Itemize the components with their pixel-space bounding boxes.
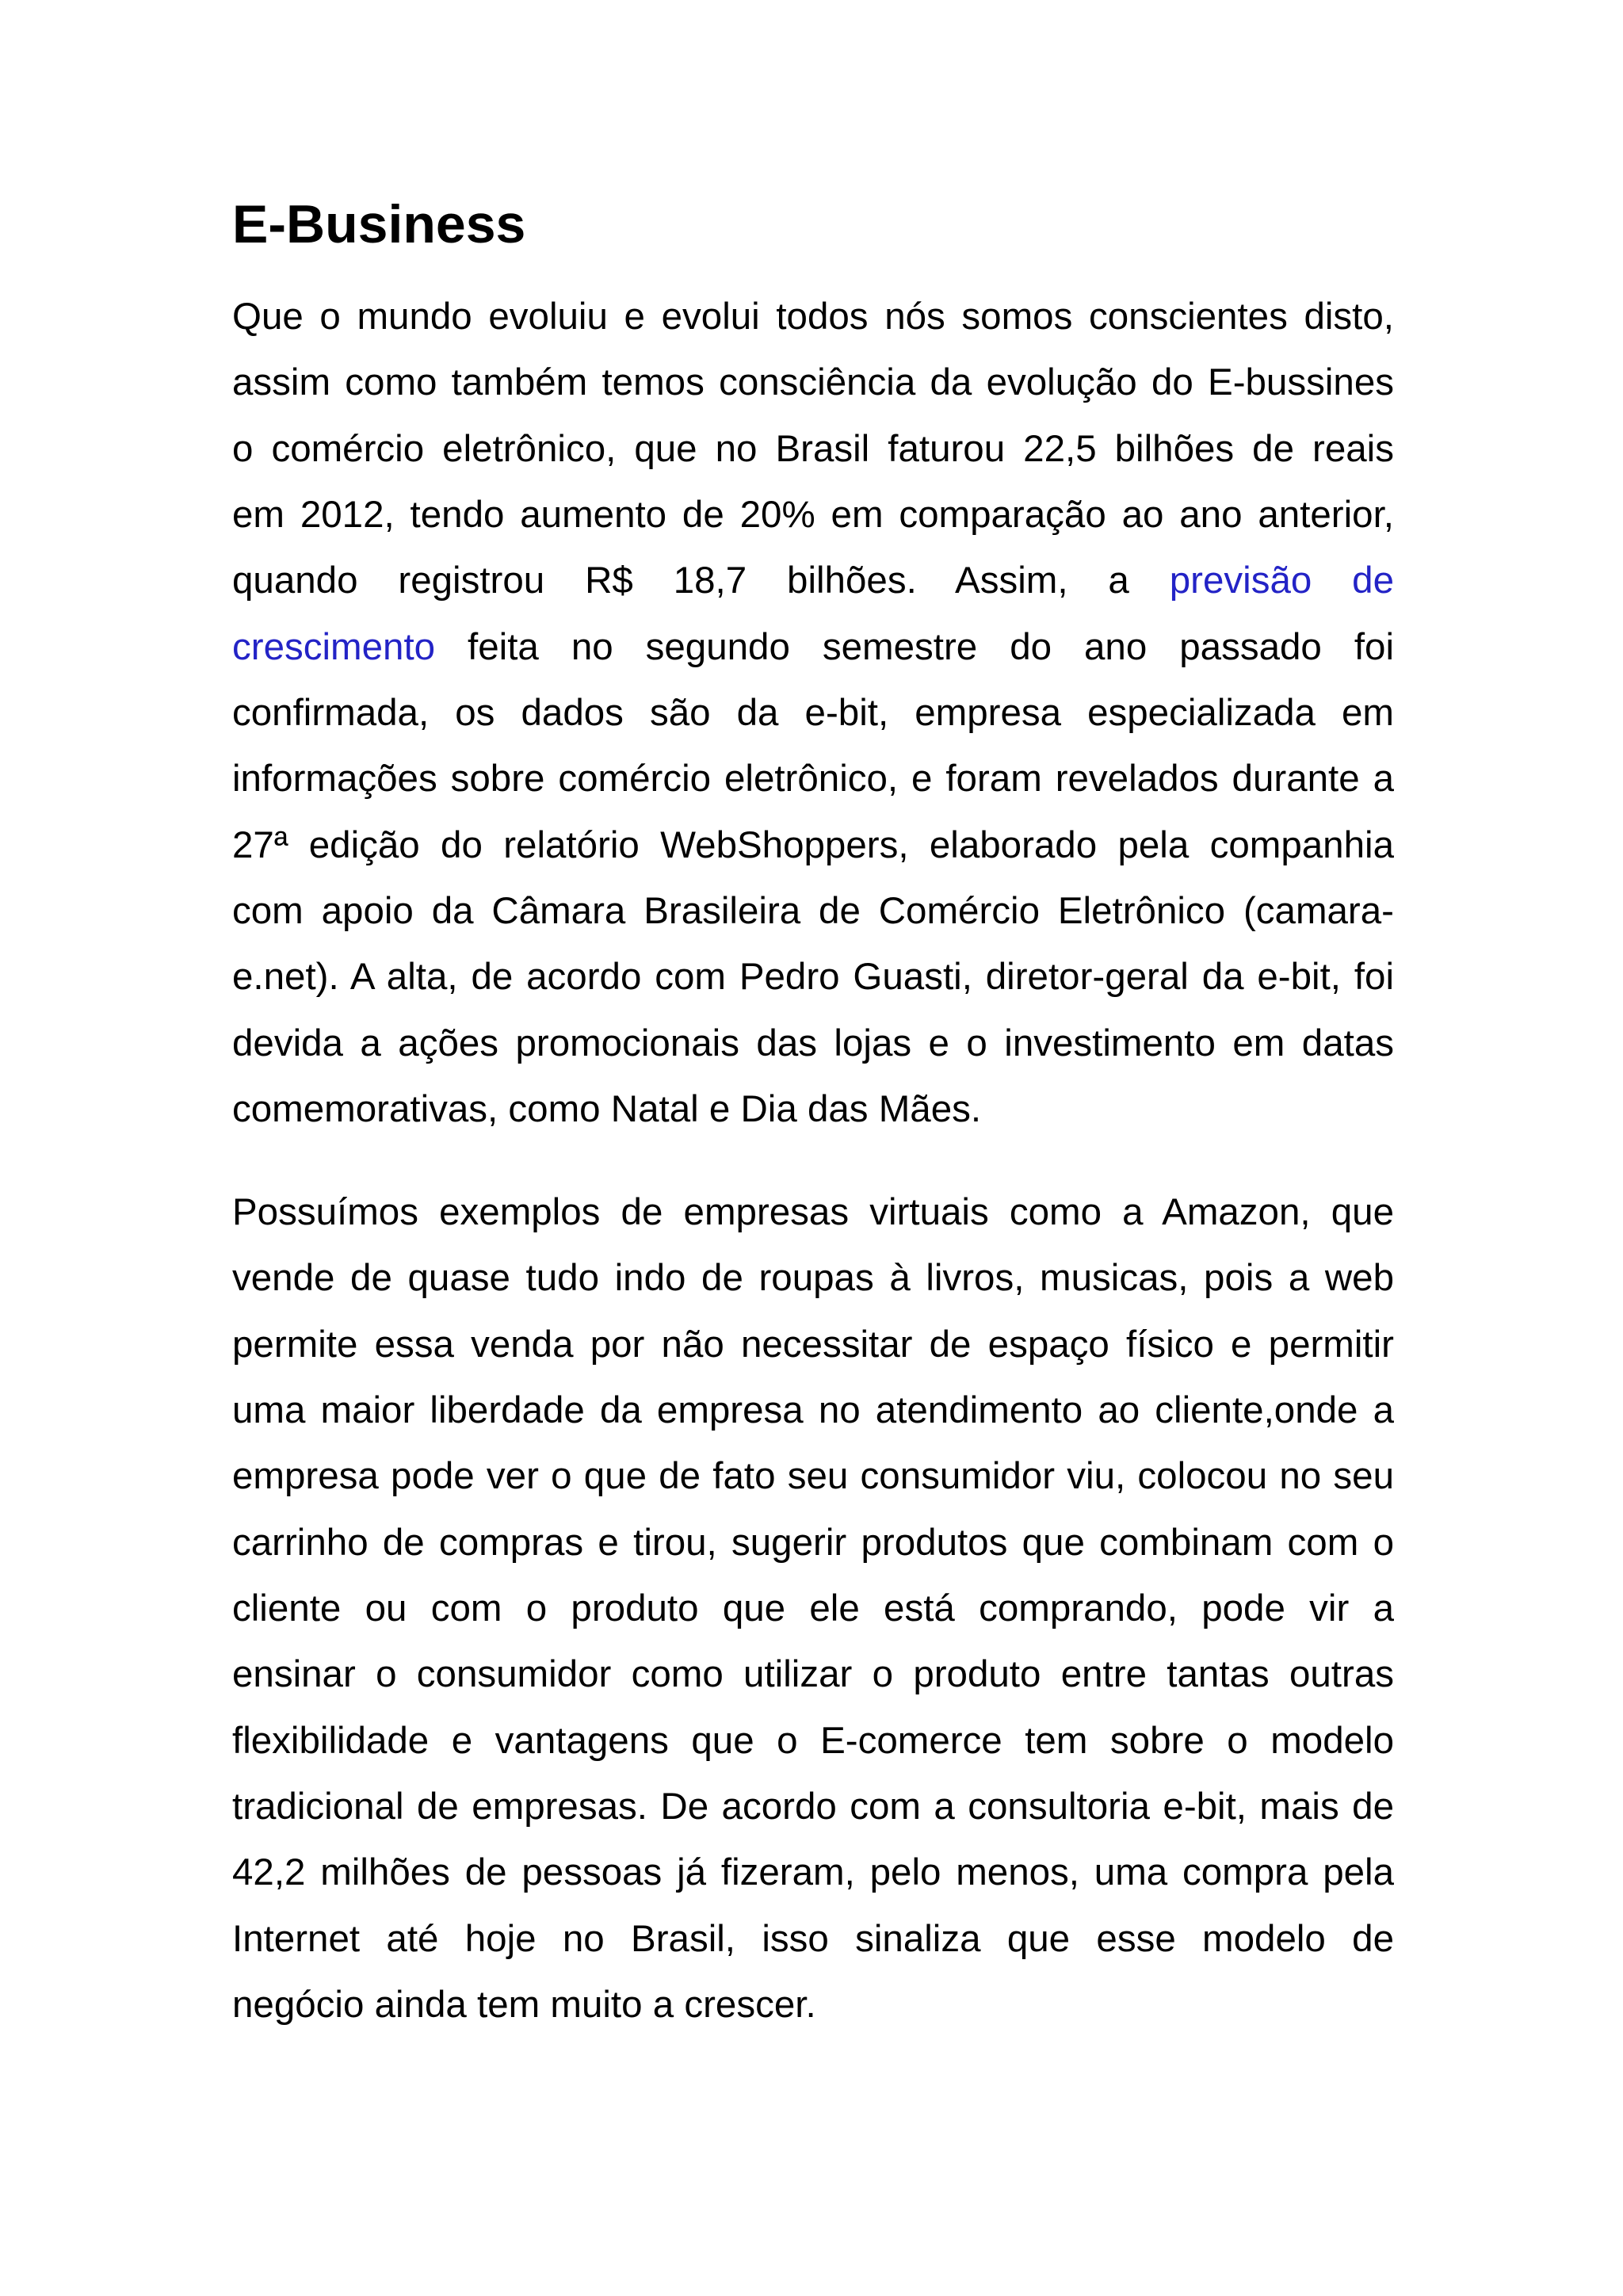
growth-forecast-link[interactable]: previsão de bbox=[1169, 560, 1394, 602]
text-line: ensinar o consumidor como utilizar o produto entre tantas outras bbox=[232, 1653, 1394, 1696]
text-line: permite essa venda por não necessitar de espaço físico e permitir bbox=[232, 1323, 1394, 1366]
text-line: devida a ações promocionais das lojas e o investimento em datas bbox=[232, 1022, 1394, 1064]
text-line: Que o mundo evoluiu e evolui todos nós somos conscientes disto, bbox=[232, 296, 1394, 338]
text-line: comemorativas, como Natal e Dia das Mães. bbox=[232, 1087, 982, 1130]
text-line: carrinho de compras e tirou, sugerir produtos que combinam com o bbox=[232, 1521, 1394, 1564]
text-line: assim como também temos consciência da evolução do E-bussines bbox=[232, 361, 1394, 404]
text-line: o comércio eletrônico, que no Brasil faturou 22,5 bilhões de reais bbox=[232, 427, 1394, 470]
text-line: 42,2 milhões de pessoas já fizeram, pelo menos, uma compra pela bbox=[232, 1851, 1394, 1894]
paragraph-2 bbox=[232, 1179, 1394, 2038]
text-line bbox=[232, 548, 1394, 613]
text-segment: feita no segundo semestre do ano passado foi bbox=[435, 625, 1394, 668]
text-line: confirmada, os dados são da e-bit, empresa especializada em bbox=[232, 691, 1394, 734]
text-line: Internet até hoje no Brasil, isso sinaliza que esse modelo de bbox=[232, 1917, 1394, 1960]
document-title: E-Business bbox=[232, 194, 526, 254]
text-segment: quando registrou R$ 18,7 bilhões. Assim, a bbox=[232, 560, 1170, 602]
text-line: e.net). A alta, de acordo com Pedro Guasti, diretor-geral da e-bit, foi bbox=[232, 956, 1394, 999]
paragraph-1 bbox=[232, 284, 1394, 1142]
text-line: negócio ainda tem muito a crescer. bbox=[232, 1983, 816, 2026]
text-line: flexibilidade e vantagens que o E-comerce tem sobre o modelo bbox=[232, 1719, 1394, 1762]
text-line bbox=[232, 614, 1394, 680]
text-line: 27ª edição do relatório WebShoppers, elaborado pela companhia bbox=[232, 823, 1394, 866]
text-line: empresa pode ver o que de fato seu consumidor viu, colocou no seu bbox=[232, 1455, 1394, 1498]
text-line: em 2012, tendo aumento de 20% em comparação ao ano anterior, bbox=[232, 493, 1394, 536]
text-line: vende de quase tudo indo de roupas à livros, musicas, pois a web bbox=[232, 1257, 1394, 1300]
text-line: tradicional de empresas. De acordo com a consultoria e-bit, mais de bbox=[232, 1785, 1394, 1828]
text-line: uma maior liberdade da empresa no atendimento ao cliente,onde a bbox=[232, 1389, 1394, 1431]
growth-forecast-link-continuation[interactable]: crescimento bbox=[232, 625, 436, 668]
text-line: informações sobre comércio eletrônico, e foram revelados durante a bbox=[232, 758, 1394, 800]
text-line: com apoio da Câmara Brasileira de Comércio Eletrônico (camara- bbox=[232, 889, 1394, 932]
text-line: cliente ou com o produto que ele está comprando, pode vir a bbox=[232, 1587, 1394, 1629]
text-line: Possuímos exemplos de empresas virtuais como a Amazon, que bbox=[232, 1191, 1394, 1233]
